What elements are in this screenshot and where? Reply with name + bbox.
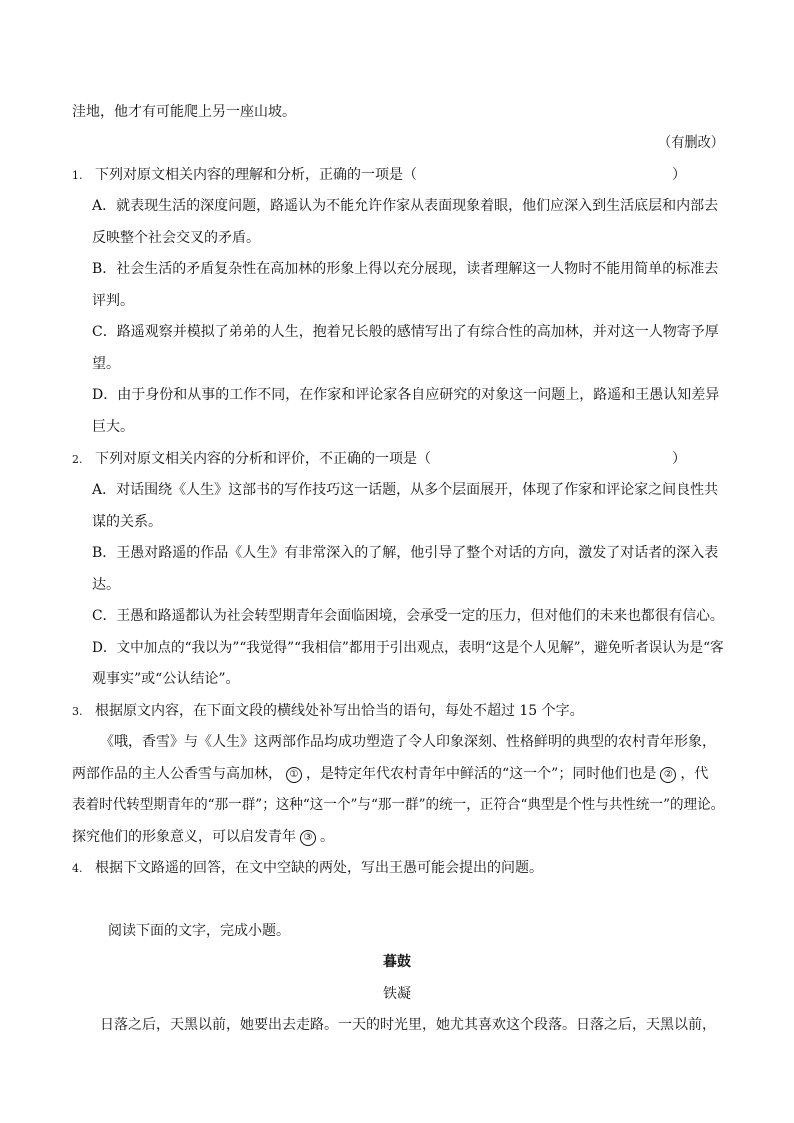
q3-paragraph-line1: 《哦，香雪》与《人生》这两部作品均成功塑造了令人印象深刻、性格鲜明的典型的农村青年形象， [100,734,716,750]
option-d-line2: 巨大。 [92,419,134,435]
answer-paren-close: ） [672,167,686,183]
reading-title: 暮鼓 [383,954,411,970]
option-c-line2: 望。 [92,356,120,372]
blank-1: ① [282,765,306,783]
option-c-line1: C．路遥观察并模拟了弟弟的人生，抱着兄长般的感情写出了有综合性的高加林，并对这一人物寄予厚 [92,324,719,340]
option-a-line2: 反映整个社会交叉的矛盾。 [92,230,260,246]
q3-paragraph-line4: 探究他们的形象意义，可以启发青年 ③ 。 [72,829,334,845]
option-b-line2: 达。 [92,577,120,593]
question-number: 4. [72,862,83,875]
question-number: 3. [72,705,83,718]
q3-paragraph-line3: 表着时代转型期青年的“那一群”；这种“这一个”与“那一群”的统一，正符合“典型是个性与共性统一”的理论。 [72,797,725,813]
passage-tail: 洼地，他才有可能爬上另一座山坡。 [72,104,296,120]
reading-author: 铁凝 [383,986,411,1002]
question-3-stem: 3. 根据原文内容，在下面文段的横线处补写出恰当的语句，每处不超过 15 个字。 [72,703,584,719]
q3-paragraph-line2: 两部作品的主人公香雪与高加林， ① ，是特定年代农村青年中鲜活的“这一个”；同时他们也是 ② ，代 [72,766,709,782]
question-4-stem: 4. 根据下文路遥的回答，在文中空缺的两处，写出王愚可能会提出的问题。 [72,860,543,876]
edit-note: （有删改） [658,135,725,151]
question-1-stem: 1. 下列对原文相关内容的理解和分析，正确的一项是（ [72,167,417,183]
option-b-line1: B．王愚对路遥的作品《人生》有非常深入的了解，他引导了整个对话的方向，激发了对话者的深入表 [92,545,719,561]
question-number: 2. [72,453,83,466]
question-number: 1. [72,169,83,182]
option-a-line1: A．对话围绕《人生》这部书的写作技巧这一话题，从多个层面展开，体现了作家和评论家之间良性共 [92,482,719,498]
option-c-line1: C．王愚和路遥都认为社会转型期青年会面临困境，会承受一定的压力，但对他们的未来也都很有信心。 [92,608,724,624]
blank-3: ③ [296,828,320,846]
blank-2: ② [656,765,680,783]
option-a-line1: A．就表现生活的深度问题，路遥认为不能允许作家从表面现象着眼，他们应深入到生活底层和内部去 [92,198,719,214]
reading-instruction: 阅读下面的文字，完成小题。 [108,923,290,939]
question-2-stem: 2. 下列对原文相关内容的分析和评价，不正确的一项是（ [72,451,431,467]
option-d-line1: D．由于身份和从事的工作不同，在作家和评论家各自应研究的对象这一问题上，路遥和王愚认知差异 [92,387,720,403]
reading-first-line: 日落之后，天黑以前，她要出去走路。一天的时光里，她尤其喜欢这个段落。日落之后，天黑以前， [100,1017,716,1033]
option-b-line2: 评判。 [92,293,134,309]
option-d-line1: D．文中加点的“我以为”“我觉得”“我相信”都用于引出观点，表明“这是个人见解”，避免听者误认为是“客 [92,640,724,656]
option-d-line2: 观事实”或“公认结论”。 [92,671,240,687]
answer-paren-close: ） [672,451,686,467]
option-b-line1: B．社会生活的矛盾复杂性在高加林的形象上得以充分展现，读者理解这一人物时不能用简单的标准去 [92,261,719,277]
option-a-line2: 谋的关系。 [92,514,162,530]
